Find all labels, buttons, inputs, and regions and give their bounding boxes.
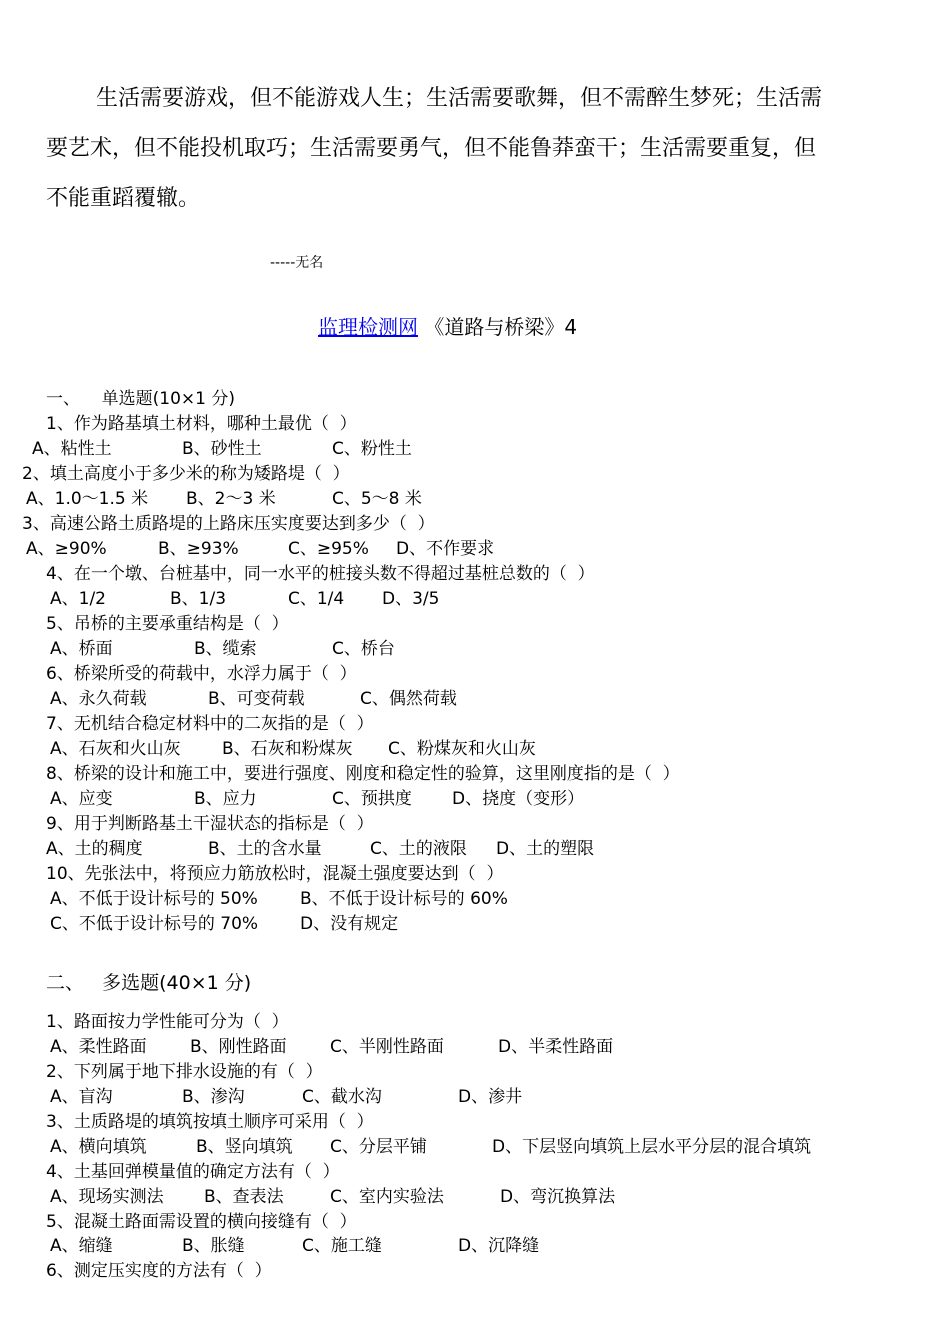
option: A、柔性路面 (50, 1037, 147, 1057)
option: D、挠度（变形） (452, 789, 585, 809)
option: A、横向填筑 (50, 1137, 147, 1157)
question-5: 5、混凝土路面需设置的横向接缝有（ ） (46, 1212, 357, 1232)
option: B、土的含水量 (208, 839, 322, 859)
option: C、粉煤灰和火山灰 (388, 739, 536, 759)
quote-author: -----无名 (270, 255, 324, 271)
option: A、粘性土 (32, 439, 112, 459)
option: A、不低于设计标号的 50% (50, 889, 258, 909)
option: C、5～8 米 (332, 489, 422, 509)
option: B、石灰和粉煤灰 (222, 739, 353, 759)
question-1: 1、作为路基填土材料，哪种土最优（ ） (46, 414, 357, 434)
option: B、可变荷载 (208, 689, 305, 709)
option: C、截水沟 (302, 1087, 382, 1107)
option: B、渗沟 (182, 1087, 245, 1107)
option: C、不低于设计标号的 70% (50, 914, 259, 934)
option: C、预拱度 (332, 789, 412, 809)
option: A、1/2 (50, 589, 106, 609)
option: B、2～3 米 (186, 489, 276, 509)
quote-line-1: 生活需要游戏，但不能游戏人生；生活需要歌舞，但不需醉生梦死；生活需 (96, 86, 823, 111)
option: A、现场实测法 (50, 1187, 164, 1207)
question-3: 3、高速公路土质路堤的上路床压实度要达到多少（ ） (22, 514, 435, 534)
option: D、不作要求 (396, 539, 495, 559)
question-6: 6、测定压实度的方法有（ ） (46, 1261, 272, 1281)
option: D、3/5 (382, 589, 440, 609)
option: D、没有规定 (300, 914, 399, 934)
option: C、室内实验法 (330, 1187, 444, 1207)
option: A、石灰和火山灰 (50, 739, 181, 759)
option: B、不低于设计标号的 60% (300, 889, 508, 909)
option: C、分层平铺 (330, 1137, 427, 1157)
option: B、刚性路面 (190, 1037, 287, 1057)
option: A、1.0～1.5 米 (26, 489, 149, 509)
option: C、半刚性路面 (330, 1037, 444, 1057)
question-5: 5、吊桥的主要承重结构是（ ） (46, 614, 289, 634)
option: B、缆索 (194, 639, 257, 659)
question-1: 1、路面按力学性能可分为（ ） (46, 1012, 289, 1032)
quote-line-2: 要艺术，但不能投机取巧；生活需要勇气，但不能鲁莽蛮干；生活需要重复，但 (46, 136, 817, 161)
option: B、查表法 (204, 1187, 284, 1207)
option: C、偶然荷载 (360, 689, 457, 709)
option: C、1/4 (288, 589, 345, 609)
section-heading-multiple-choice: 二、 多选题(40×1 分) (46, 972, 252, 994)
question-10: 10、先张法中，将预应力筋放松时，混凝土强度要达到（ ） (46, 864, 504, 884)
page-title (318, 311, 577, 340)
quote-line-3: 不能重蹈覆辙。 (46, 186, 201, 211)
option: C、桥台 (332, 639, 395, 659)
option: C、施工缝 (302, 1236, 382, 1256)
option: B、竖向填筑 (196, 1137, 293, 1157)
option: C、粉性土 (332, 439, 412, 459)
option: C、土的液限 (370, 839, 467, 859)
option: D、下层竖向填筑上层水平分层的混合填筑 (492, 1137, 812, 1157)
title-link[interactable]: 监理检测网 (318, 315, 418, 339)
question-9: 9、用于判断路基土干湿状态的指标是（ ） (46, 814, 374, 834)
question-2: 2、填土高度小于多少米的称为矮路堤（ ） (22, 464, 350, 484)
option: D、土的塑限 (496, 839, 595, 859)
option: D、弯沉换算法 (500, 1187, 616, 1207)
option: A、桥面 (50, 639, 113, 659)
option: A、永久荷载 (50, 689, 147, 709)
option: A、缩缝 (50, 1236, 113, 1256)
option: B、1/3 (170, 589, 227, 609)
question-2: 2、下列属于地下排水设施的有（ ） (46, 1062, 323, 1082)
question-4: 4、土基回弹模量值的确定方法有（ ） (46, 1162, 340, 1182)
option: C、≥95% (288, 539, 369, 559)
option: B、应力 (194, 789, 257, 809)
title-text: 《道路与桥梁》4 (418, 315, 578, 339)
option: B、胀缝 (182, 1236, 245, 1256)
option: B、≥93% (158, 539, 239, 559)
option: A、应变 (50, 789, 113, 809)
option: B、砂性土 (182, 439, 262, 459)
option: D、半柔性路面 (498, 1037, 614, 1057)
option: A、土的稠度 (46, 839, 143, 859)
question-6: 6、桥梁所受的荷载中，水浮力属于（ ） (46, 664, 357, 684)
option: A、盲沟 (50, 1087, 113, 1107)
question-3: 3、土质路堤的填筑按填土顺序可采用（ ） (46, 1112, 374, 1132)
option: A、≥90% (26, 539, 107, 559)
section-heading-single-choice: 一、 单选题(10×1 分) (46, 389, 235, 409)
option: D、沉降缝 (458, 1236, 540, 1256)
question-7: 7、无机结合稳定材料中的二灰指的是（ ） (46, 714, 374, 734)
question-8: 8、桥梁的设计和施工中，要进行强度、刚度和稳定性的验算，这里刚度指的是（ ） (46, 764, 680, 784)
question-4: 4、在一个墩、台桩基中，同一水平的桩接头数不得超过基桩总数的（ ） (46, 564, 595, 584)
option: D、渗井 (458, 1087, 523, 1107)
